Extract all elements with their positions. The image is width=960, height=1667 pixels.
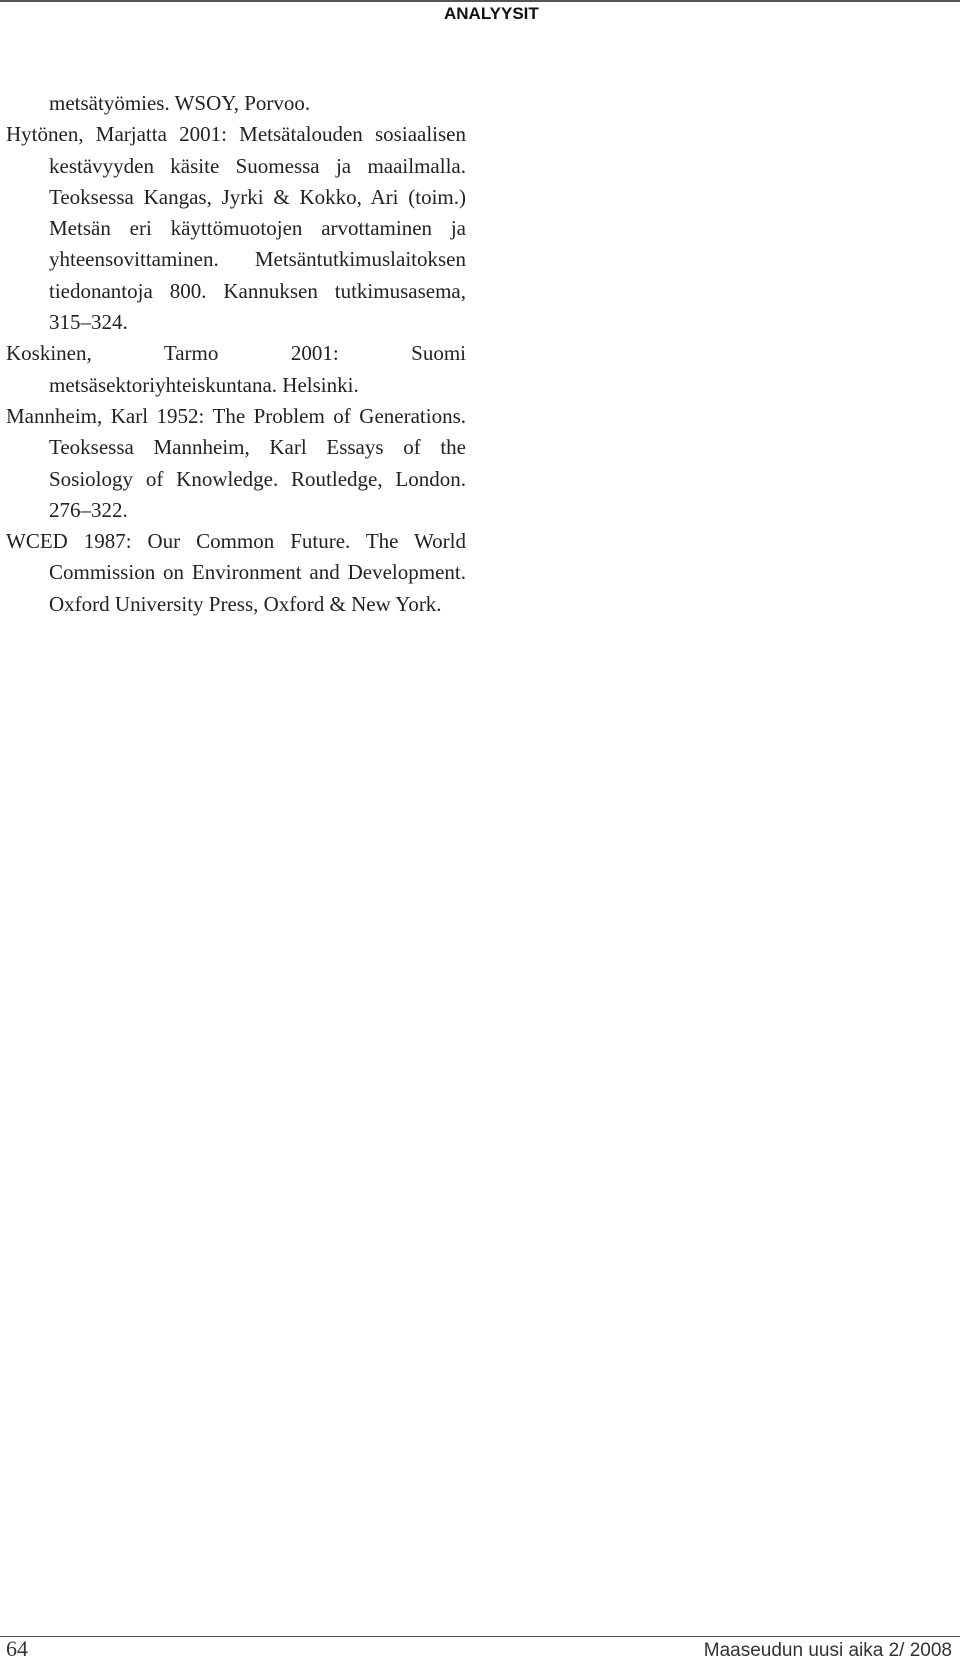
header-rule <box>0 0 960 2</box>
footer-rule <box>0 1636 960 1637</box>
reference-list <box>6 88 466 620</box>
section-label: ANALYYSIT <box>444 4 539 23</box>
journal-name: Maaseudun uusi aika 2/ 2008 <box>703 1640 952 1661</box>
reference-item: metsätyömies. WSOY, Porvoo. <box>49 91 311 115</box>
page-number: 64 <box>6 1636 28 1661</box>
reference-item: Koskinen, Tarmo 2001: Suomi metsäsektoriyhteiskuntana. Helsinki. <box>6 341 466 397</box>
reference-item: WCED 1987: Our Common Future. The World Commission on Environment and Development. Oxford University Press, Oxford & New York. <box>6 529 466 616</box>
reference-item: Mannheim, Karl 1952: The Problem of Generations. Teoksessa Mannheim, Karl Essays of the Sosiology of Knowledge. Routledge, London. 276–322. <box>6 403 466 522</box>
reference-item: Hytönen, Marjatta 2001: Metsätalouden sosiaalisen kestävyyden käsite Suomessa ja maailmalla. Teoksessa Kangas, Jyrki & Kokko, Ari (toim.) Metsän eri käyttömuotojen arvottaminen ja yhteensovittaminen. Metsäntutkimuslaitoksen tiedonantoja 800. Kannuksen tutkimusasema, 315–324. <box>6 122 466 335</box>
